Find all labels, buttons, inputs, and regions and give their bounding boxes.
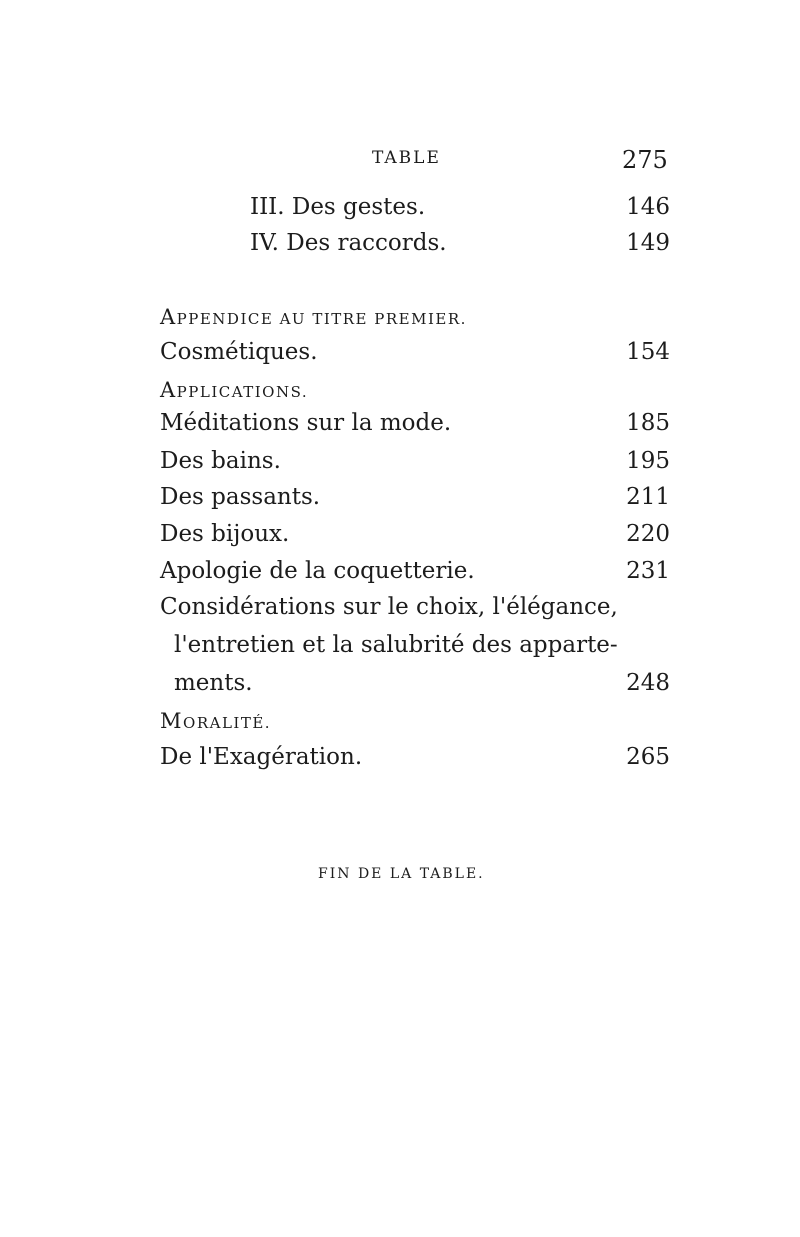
toc-entry-label: Des bains. [160, 448, 281, 474]
toc-entry-page: 265 [626, 744, 670, 770]
section-heading-text: PPENDICE AU TITRE PREMIER. [176, 310, 467, 328]
toc-entry-page: 149 [626, 230, 670, 256]
section-heading-text: PPLICATIONS. [176, 383, 309, 401]
end-note: FIN DE LA TABLE. [318, 866, 485, 882]
toc-entry-label: IV. Des raccords. [250, 230, 447, 256]
toc-entry-label: l'entretien et la salubrité des apparte- [174, 632, 618, 658]
toc-entry-label: Des passants. [160, 484, 321, 510]
section-heading-initial: A [160, 305, 177, 329]
section-heading-text: ORALITÉ. [183, 714, 272, 732]
section-heading [160, 709, 271, 733]
toc-entry-label: III. Des gestes. [250, 194, 426, 220]
toc-entry-page: 195 [626, 448, 670, 474]
section-heading-initial: A [160, 378, 177, 402]
toc-entry-label: Méditations sur la mode. [160, 410, 452, 436]
toc-entry-label: ments. [174, 670, 253, 696]
toc-entry-page: 248 [626, 670, 670, 696]
toc-entry-page: 220 [626, 521, 670, 547]
section-heading [160, 305, 467, 329]
toc-entry-label: Cosmétiques. [160, 339, 318, 365]
toc-entry-page: 211 [626, 484, 670, 510]
toc-entry-label: De l'Exagération. [160, 744, 363, 770]
toc-entry-label: Apologie de la coquetterie. [160, 558, 475, 584]
page-number: 275 [622, 146, 668, 174]
toc-entry-page: 185 [626, 410, 670, 436]
toc-entry-page: 231 [626, 558, 670, 584]
section-heading [160, 378, 308, 402]
toc-entry-label: Considérations sur le choix, l'élégance, [160, 594, 618, 620]
toc-entry-page: 146 [626, 194, 670, 220]
toc-entry-label: Des bijoux. [160, 521, 290, 547]
toc-entry-page: 154 [626, 339, 670, 365]
running-title: TABLE [372, 148, 441, 168]
section-heading-initial: M [160, 709, 184, 733]
